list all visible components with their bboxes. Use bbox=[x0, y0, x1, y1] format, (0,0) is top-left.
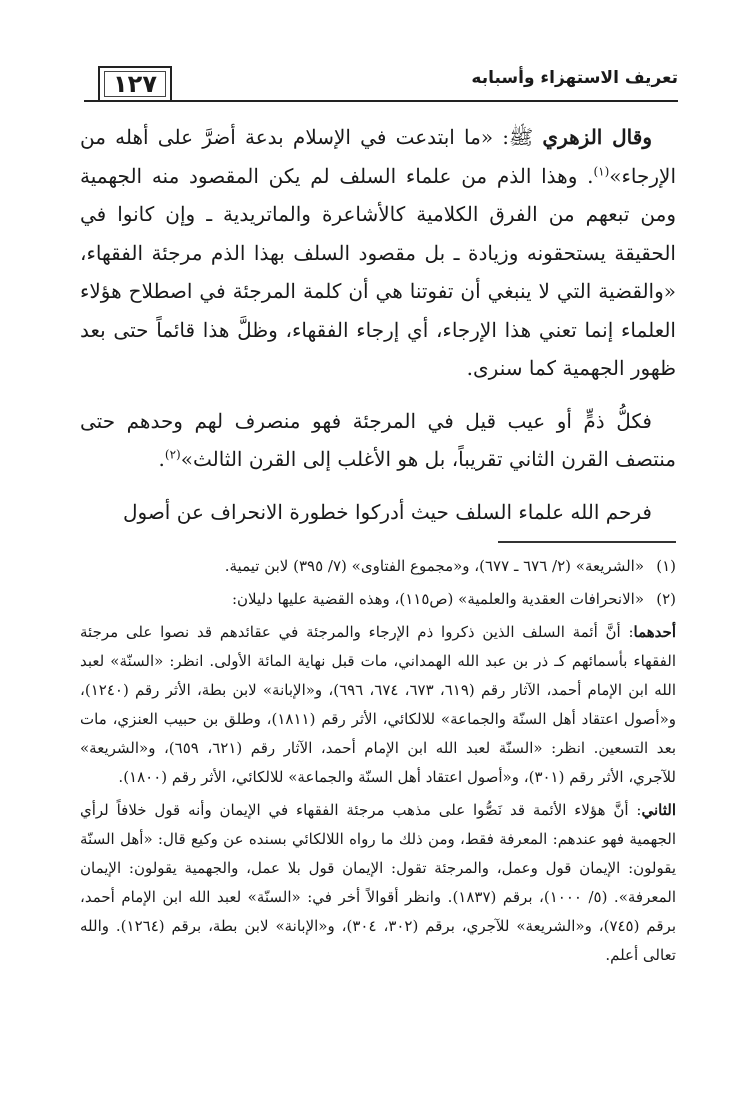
footnote-1 bbox=[80, 552, 676, 581]
footnote-separator bbox=[498, 541, 676, 543]
footnote-2-text: «الانحرافات العقدية والعلمية» (ص١١٥)، وهذه القضية عليها دليلان: bbox=[231, 590, 644, 608]
footnote-1-number: (١) bbox=[656, 557, 676, 575]
main-text bbox=[80, 118, 676, 531]
evidence-second-text: : أنَّ هؤلاء الأئمة قد نَصُّوا على مذهب مرجئة الفقهاء في الإيمان وأنه قول خلافاً لرأي الجهمية فهو عندهم: المعرفة فقط، ومن ذلك ما رواه اللالكائي بسنده عن وكيع قال: «أهل السنّة يقولون: الإيمان قول وعمل، والمرجئة تقول: الإيمان قول بلا عمل، والجهمية يقولون: الإيمان المعرفة». (٥/ ١٠٠٠)، برقم (١٨٣٧). وانظر أقوالاً أخر في: «السنّة» لعبد الله ابن الإمام أحمد، برقم (٧٤٥)، و«الشريعة» للآجري، برقم (٣٠٢، ٣٠٤)، و«الإبانة» لابن بطة، برقم (١٢٦٤). والله تعالى أعلم. bbox=[80, 801, 677, 964]
footnote-1-text: «الشريعة» (٢/ ٦٧٦ ـ ٦٧٧)، و«مجموع الفتاوى» (٧/ ٣٩٥) لابن تيمية. bbox=[224, 557, 644, 575]
paragraph-1 bbox=[80, 118, 676, 388]
running-title: تعريف الاستهزاء وأسبابه bbox=[471, 68, 678, 88]
paragraph-3: فرحم الله علماء السلف حيث أدركوا خطورة الانحراف عن أصول bbox=[122, 499, 652, 524]
paragraph-1-rest: . وهذا الذم من علماء السلف لم يكن المقصود منه الجهمية ومن تبعهم من الفرق الكلامية كالأشاعرة والماتريدية ـ وإن كانوا في الحقيقة يستحقونه وزيادة ـ بل مقصود السلف بهذا الذم مرجئة الفقهاء، «والقضية التي لا ينبغي أن تفوتنا هي أن كلمة المرجئة في اصطلاح هؤلاء العلماء إنما تعني هذا الإرجاء، أي إرجاء الفقهاء، وظلَّ هذا قائماً حتى بعد ظهور الجهمية كما سنرى. bbox=[80, 163, 676, 380]
evidence-first bbox=[80, 618, 676, 792]
footnotes bbox=[80, 552, 676, 970]
paragraph-2-text: فكلُّ ذمٍّ أو عيب قيل في المرجئة فهو منصرف لهم وحدهم حتى منتصف القرن الثاني تقريباً، بل هو الأغلب إلى القرن الثالث» bbox=[80, 408, 676, 471]
speaker-name: وقال الزهري bbox=[542, 125, 652, 149]
paragraph-2-end: . bbox=[158, 447, 165, 471]
footnote-ref-1[interactable]: (١) bbox=[593, 163, 610, 178]
evidence-second bbox=[80, 796, 676, 970]
footnote-2-number: (٢) bbox=[656, 590, 676, 608]
evidence-second-label: الثاني bbox=[641, 801, 676, 819]
header-rule bbox=[84, 100, 678, 102]
page-number: ١٢٧ bbox=[98, 66, 172, 102]
footnote-ref-2[interactable]: (٢) bbox=[164, 447, 181, 462]
evidence-first-label: أحدهما bbox=[633, 623, 676, 641]
footnote-2 bbox=[80, 585, 676, 614]
paragraph-2 bbox=[80, 402, 676, 479]
quote-text: : «ما ابتدعت في الإسلام بدعة أضرَّ على أهله من الإرجاء» bbox=[80, 125, 676, 188]
evidence-first-text: : أنَّ أئمة السلف الذين ذكروا ذم الإرجاء والمرجئة في عقائدهم قد نصوا على مرجئة الفقهاء بأسمائهم كـ ذر بن عبد الله الهمداني، مات قبل نهاية المائة الأولى. انظر: «السنّة» لعبد الله ابن الإمام أحمد، الآثار رقم (٦١٩، ٦٧٣، ٦٧٤، ٦٩٦)، و«الإبانة» لابن بطة، الأثر رقم (١٢٤٠)، و«أصول اعتقاد أهل السنّة والجماعة» للالكائي، الأثر رقم (١٨١١)، وطلق بن حبيب العنزي، مات بعد التسعين. انظر: «السنّة لعبد الله ابن الإمام أحمد، الآثار رقم (٦٢١، ٦٥٩)، و«الشريعة» للآجري، الأثر رقم (٣٠١)، و«أصول اعتقاد أهل السنّة والجماعة» للالكائي، الأثر رقم (١٨٠٠). bbox=[80, 623, 677, 786]
honorific-glyph: ﷺ bbox=[509, 125, 534, 149]
page-header bbox=[84, 60, 678, 106]
